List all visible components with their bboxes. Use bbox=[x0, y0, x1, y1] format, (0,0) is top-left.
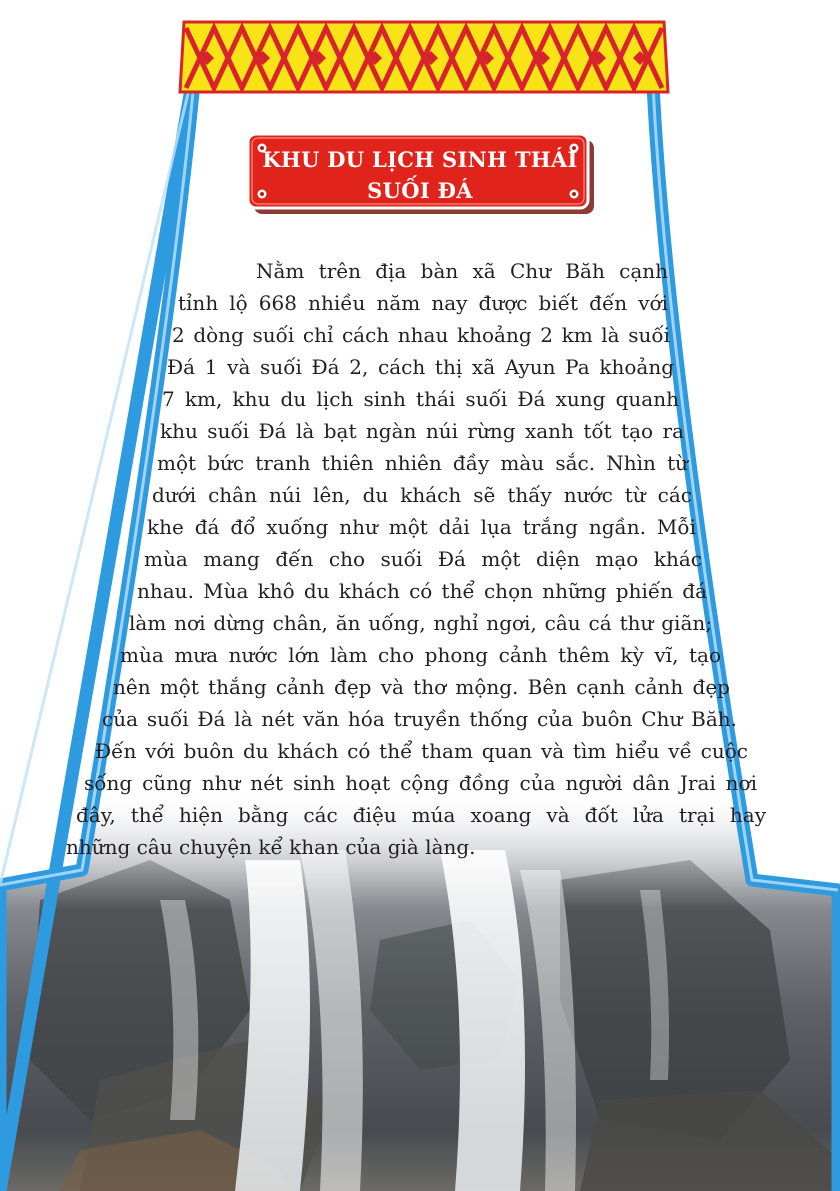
article-line: sống cũng như nét sinh hoạt cộng đồng của người dân Jrai nơi bbox=[84, 771, 757, 795]
article-line: đây, thể hiện bằng các điệu múa xoang và đốt lửa trại hay bbox=[76, 803, 766, 827]
article-line: tỉnh lộ 668 nhiều năm nay được biết đến với bbox=[178, 291, 668, 315]
article-line: nhau. Mùa khô du khách có thể chọn những phiến đá bbox=[137, 579, 707, 603]
article-line: làm nơi dừng chân, ăn uống, nghỉ ngơi, câu cá thư giãn; bbox=[129, 611, 712, 635]
article-line: Nằm trên địa bàn xã Chư Băh cạnh bbox=[256, 259, 668, 283]
title-line-1: KHU DU LỊCH SINH THÁI bbox=[262, 147, 578, 172]
article-line: Đến với buôn du khách có thể tham quan và tìm hiểu về cuộc bbox=[95, 739, 748, 763]
article-line: những câu chuyện kể khan của già làng. bbox=[66, 835, 476, 859]
article-line: mùa mưa nước lớn làm cho phong cảnh thêm kỳ vĩ, tạo bbox=[120, 643, 721, 667]
article-line: nên một thắng cảnh đẹp và thơ mộng. Bên cạnh cảnh đẹp bbox=[113, 675, 730, 699]
article-line: khu suối Đá là bạt ngàn núi rừng xanh tốt tạo ra bbox=[160, 419, 684, 443]
article-line: 2 dòng suối chỉ cách nhau khoảng 2 km là suối bbox=[172, 323, 670, 347]
article-line: 7 km, khu du lịch sinh thái suối Đá xung quanh bbox=[162, 387, 679, 411]
article-line: của suối Đá là nét văn hóa truyền thống của buôn Chư Băh. bbox=[102, 707, 737, 731]
article-line: khe đá đổ xuống như một dải lụa trắng ngần. Mỗi bbox=[147, 515, 696, 539]
title-line-2: SUỐI ĐÁ bbox=[367, 178, 473, 203]
article-line: dưới chân núi lên, du khách sẽ thấy nước từ các bbox=[152, 483, 692, 507]
article-line: mùa mang đến cho suối Đá một diện mạo khác bbox=[144, 547, 702, 571]
article-line: một bức tranh thiên nhiên đầy màu sắc. Nhìn từ bbox=[157, 451, 688, 475]
article-line: Đá 1 và suối Đá 2, cách thị xã Ayun Pa khoảng bbox=[167, 355, 674, 379]
